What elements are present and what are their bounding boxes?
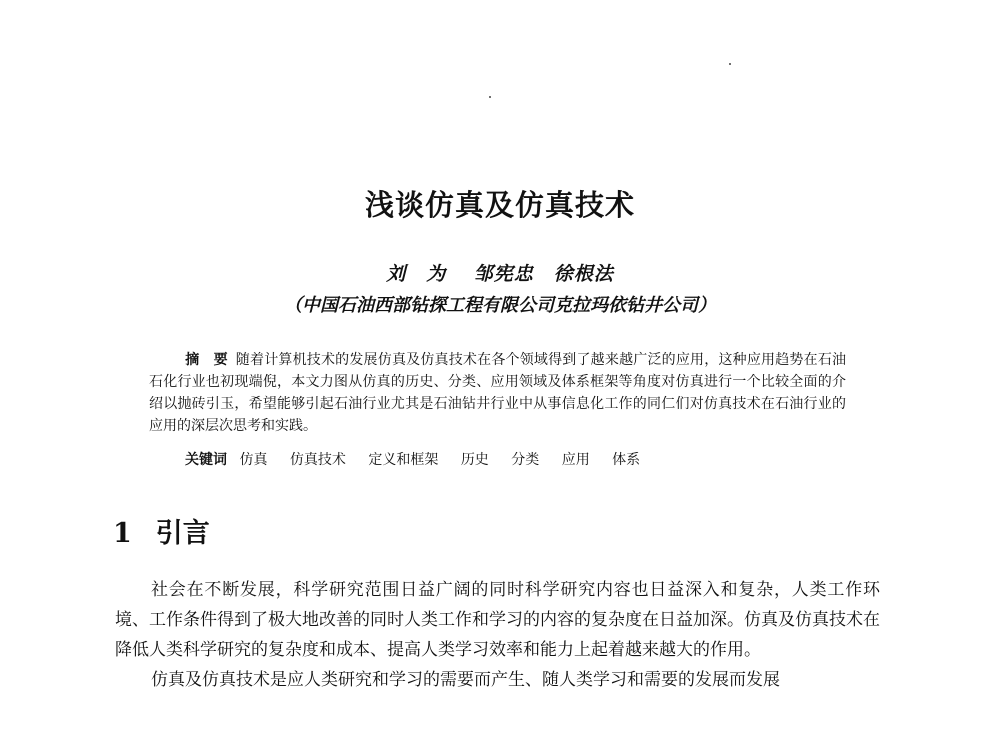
keyword: 分类 — [511, 452, 540, 468]
paragraph: 仿真及仿真技术是应人类研究和学习的需要而产生、随人类学习和需要的发展而发展 — [151, 670, 780, 690]
section-heading — [113, 511, 210, 550]
scan-speck — [729, 63, 731, 65]
keyword: 仿真技术 — [289, 452, 346, 468]
abstract — [149, 349, 846, 437]
keyword: 应用 — [561, 452, 590, 468]
paragraph: 社会在不断发展，科学研究范围日益广阔的同时科学研究内容也日益深入和复杂，人类工作环境、工作条件得到了极大地改善的同时人类工作和学习的内容的复杂度在日益加深。仿真及仿真技术在降低人类科学研究的复杂度和成本、提高人类学习效率和能力上起着越来越大的作用。 — [115, 580, 880, 660]
abstract-label: 摘 要 — [185, 352, 228, 368]
keywords — [185, 449, 658, 471]
keyword: 仿真 — [239, 452, 268, 468]
scan-speck — [489, 96, 491, 98]
author-list: 刘 为 邹宪忠 徐根法 — [386, 263, 614, 285]
author-affiliation: （中国石油西部钻探工程有限公司克拉玛依钻井公司） — [284, 295, 716, 316]
section-title: 引言 — [155, 518, 210, 549]
keyword: 定义和框架 — [368, 452, 439, 468]
keywords-label: 关键词 — [185, 452, 227, 468]
abstract-text: 随着计算机技术的发展仿真及仿真技术在各个领域得到了越来越广泛的应用，这种应用趋势在石油石化行业也初现端倪，本文力图从仿真的历史、分类、应用领域及体系框架等角度对仿真进行一个比较全面的介绍以抛砖引玉，希望能够引起石油行业尤其是石油钻井行业中从事信息化工作的同仁们对仿真技术在石油行业的应用的深层次思考和实践。 — [149, 352, 847, 434]
keyword: 历史 — [460, 452, 489, 468]
keyword: 体系 — [612, 452, 641, 468]
paper-title: 浅谈仿真及仿真技术 — [364, 188, 635, 222]
body-text — [115, 575, 880, 695]
section-number: 1 — [113, 518, 132, 549]
